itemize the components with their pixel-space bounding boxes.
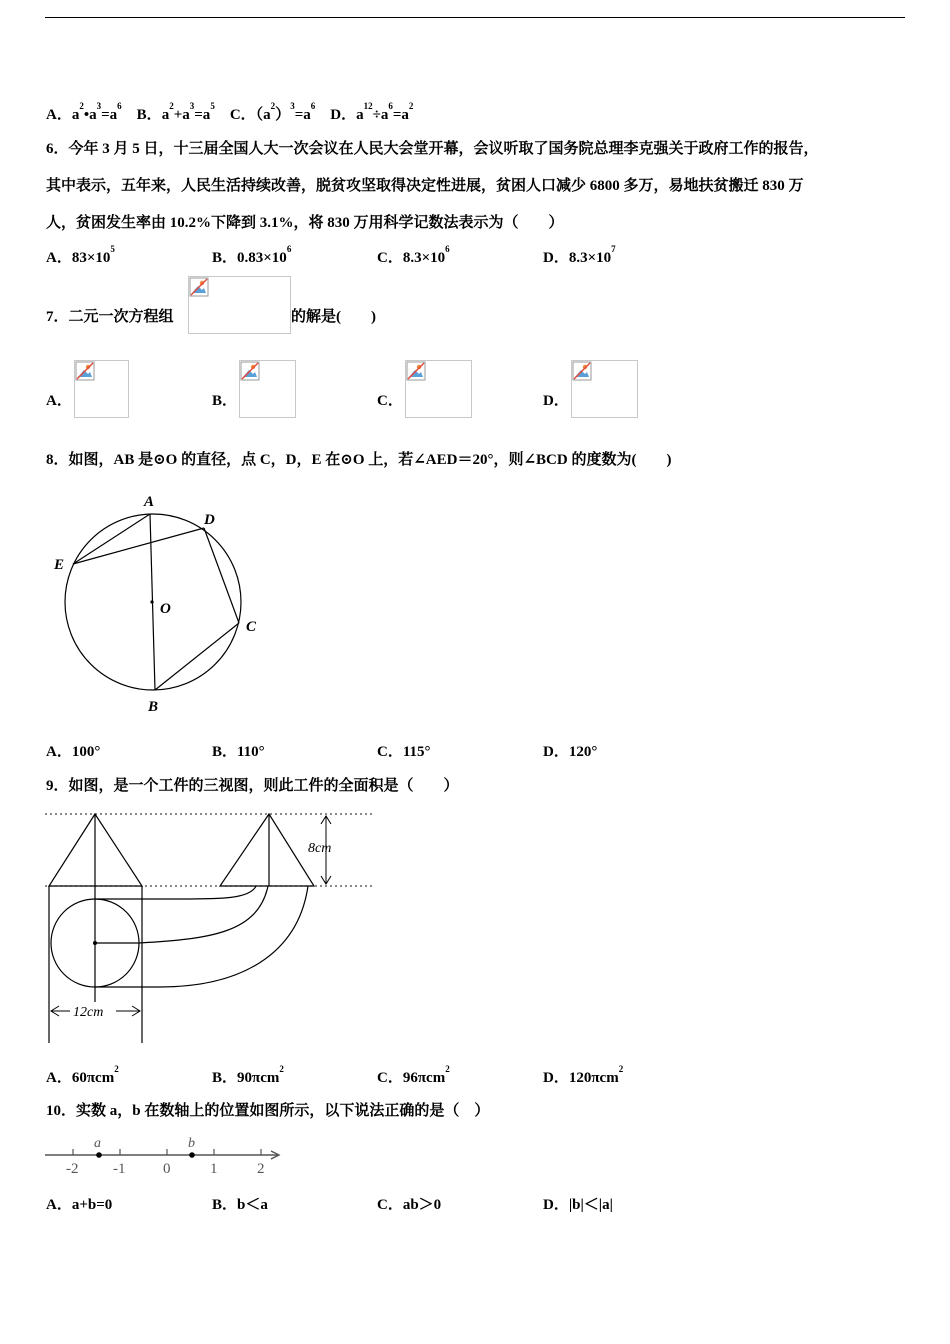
height-label: 8cm xyxy=(308,841,332,856)
label-d: D xyxy=(204,512,215,528)
pipe-middle-curve xyxy=(139,886,268,943)
q10-option-d: D．|b|＜|a| xyxy=(543,1197,613,1213)
q6-line-2: 其中表示，五年来，人民生活持续改善，脱贫攻坚取得决定性进展，贫困人口减少 6800 多万，易地扶贫搬迁 830 万 xyxy=(46,178,804,194)
q7-option-d-label: D． xyxy=(543,393,569,409)
chord-dc xyxy=(204,528,239,623)
broken-image-icon xyxy=(572,361,592,381)
q5-options xyxy=(46,103,413,124)
q9-option-c: C．96πcm$^2$ xyxy=(377,1064,450,1086)
q7-option-c-label: C． xyxy=(377,393,403,409)
q7-stem-after: 的解是( ) xyxy=(291,309,376,325)
broken-image-icon xyxy=(406,361,426,381)
q8-option-c: C．115° xyxy=(377,744,431,760)
point-a-label: a xyxy=(94,1136,101,1151)
tick-label: 1 xyxy=(210,1161,218,1177)
q7-equation-image xyxy=(188,276,291,334)
label-c: C xyxy=(246,619,257,635)
q7-option-c-image xyxy=(405,360,472,418)
q5-option-a: A．$a^2•a^3=a^6$ xyxy=(46,101,122,123)
label-a: A xyxy=(144,494,155,510)
width-label: 12cm xyxy=(73,1005,104,1020)
q10-number-line xyxy=(40,1133,290,1178)
q5-option-b: B．$a^2+a^3=a^5$ xyxy=(136,101,215,123)
q8-circle-figure xyxy=(40,485,280,720)
q6-option-a: A．$83\times 10^5$ xyxy=(46,244,115,266)
q7-stem-before: 7．二元一次方程组 xyxy=(46,309,174,325)
broken-image-icon xyxy=(240,361,260,381)
q9-option-a: A．60πcm$^2$ xyxy=(46,1064,119,1086)
tick-label: -2 xyxy=(66,1161,79,1177)
q5-option-d: D．$a^{12}\div a^6=a^2$ xyxy=(330,101,414,123)
tick-label: 0 xyxy=(163,1161,171,1177)
chord-ed xyxy=(73,528,204,564)
q7-option-a-image xyxy=(74,360,129,418)
q10-option-c: C．ab＞0 xyxy=(377,1197,442,1213)
label-e: E xyxy=(54,557,65,573)
broken-image-icon xyxy=(75,361,95,381)
q7-option-b-label: B． xyxy=(212,393,238,409)
q7-option-a-label: A． xyxy=(46,393,72,409)
q9-option-b: B．90πcm$^2$ xyxy=(212,1064,284,1086)
point-b-label: b xyxy=(188,1136,195,1151)
pipe-top-curve xyxy=(95,886,256,899)
q6-line-3: 人，贫困发生率由 10.2%下降到 3.1%，将 830 万用科学记数法表示为（ ） xyxy=(46,215,564,231)
q6-line-1: 6．今年 3 月 5 日，十三届全国人大一次会议在人民大会堂开幕，会议听取了国务院总理李克强关于政府工作的报告， xyxy=(46,141,819,157)
q8-option-a: A．100° xyxy=(46,744,101,760)
q10-option-b: B．b＜a xyxy=(212,1197,268,1213)
q8-option-b: B．110° xyxy=(212,744,265,760)
chord-cb xyxy=(155,623,239,690)
q7-option-b-image xyxy=(239,360,296,418)
side-view-triangle xyxy=(220,814,314,886)
q10-stem: 10．实数 a，b 在数轴上的位置如图所示，以下说法正确的是（ ） xyxy=(46,1103,490,1119)
q6-option-c: C．$8.3\times 10^6$ xyxy=(377,244,450,266)
tick-label: 2 xyxy=(257,1161,265,1177)
q9-option-d: D．120πcm$^2$ xyxy=(543,1064,624,1086)
top-rule xyxy=(45,17,905,18)
q6-option-b: B．$0.83\times 10^6$ xyxy=(212,244,292,266)
center-point xyxy=(150,600,153,603)
label-o: O xyxy=(160,601,171,617)
point-a xyxy=(96,1152,102,1158)
tick-label: -1 xyxy=(113,1161,126,1177)
q5-option-c: C．$(a^2)^3=a^6$ xyxy=(229,101,316,123)
broken-image-icon xyxy=(189,277,209,297)
q6-option-d: D．$8.3\times 10^7$ xyxy=(543,244,616,266)
q8-stem: 8．如图，AB 是⊙O 的直径，点 C，D，E 在⊙O 上，若∠AED＝20°，则∠BCD 的度数为( ) xyxy=(46,452,672,468)
q9-stem: 9．如图，是一个工件的三视图，则此工件的全面积是（ ） xyxy=(46,778,459,794)
q7-option-d-image xyxy=(571,360,638,418)
q10-option-a: A．a+b=0 xyxy=(46,1197,113,1213)
chord-ea xyxy=(73,514,150,564)
point-b xyxy=(189,1152,195,1158)
q9-three-view-figure xyxy=(40,805,380,1045)
label-b: B xyxy=(148,699,159,715)
q8-option-d: D．120° xyxy=(543,744,598,760)
